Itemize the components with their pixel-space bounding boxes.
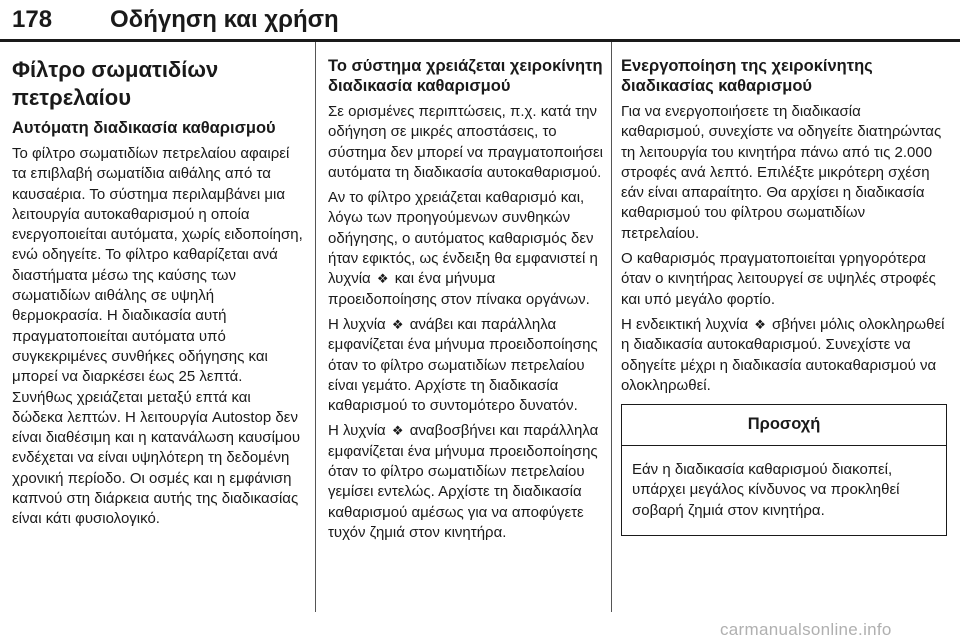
diesel-particulate-filter-icon: ❖ [754,316,766,332]
paragraph [328,188,604,310]
diesel-particulate-filter-icon: ❖ [376,271,389,287]
text: σβήνει μόλις ολοκληρωθεί η διαδικασία αυτοκαθαρισμού. Συνεχίστε να οδηγείτε μέχρι η διαδικασία αυτοκαθαρισμού να ολοκληρωθεί. [621,315,945,394]
text: αναβοσβήνει και παράλληλα εμφανίζεται ένα μήνυμα προειδοποίησης όταν το φίλτρο σωματιδίων πετρελαίου γεμίσει εντελώς. Αρχίστε τη διαδικασία καθαρισμού αμέσως για να αποφύγετε τυχόν ζημιά στον κινητήρα. [328,422,599,541]
text: Η λυχνία [328,422,386,440]
column-divider [611,42,612,612]
article-title: Φίλτρο σωματιδίων πετρελαίου [12,57,219,110]
caution-body: Εάν η διαδικασία καθαρισμού διακοπεί, υπάρχει μεγάλος κίνδυνος να προκληθεί σοβαρή ζημιά στον κινητήρα. [632,461,900,519]
text: Η λυχνία [328,315,386,333]
subheading: Το σύστημα χρειάζεται χειροκίνητη διαδικασία καθαρισμού [328,57,603,95]
diesel-particulate-filter-icon: ❖ [391,316,404,332]
paragraph: Το φίλτρο σωματιδίων πετρελαίου αφαιρεί τα επιβλαβή σωματίδια αιθάλης από τα καυσαέρια. Το σύστημα περιλαμβάνει μια λειτουργία αυτοκαθαρισμού η οποία ενεργοποιείται αυτόματα, χωρίς ειδοποίηση, ενώ οδηγείτε. Το φίλτρο καθαρίζεται ανά διαστήματα μέσω της καύσης των σωματιδίων αιθάλης σε υψηλή θερμοκρασία. Η διαδικασία αυτή πραγματοποιείται αυτόματα υπό συγκεκριμένες συνθήκες οδήγησης και μπορεί να διαρκέσει έως 25 λεπτά. Συνήθως χρειάζεται μεταξύ επτά και δώδεκα λεπτών. Η λειτουργία Autostop δεν είναι διαθέσιμη και η κατανάλωση καυσίμου ενδέχεται να είναι υψηλότερη τη δεδομένη χρονική περίοδο. Οι οσμές και η εμφάνιση καπνού στη διάρκεια αυτής της διαδικασίας είναι κάτι φυσιολογικό. [12,145,303,528]
subheading: Αυτόματη διαδικασία καθαρισμού [12,119,276,137]
subheading: Ενεργοποίηση της χειροκίνητης διαδικασίας καθαρισμού [621,57,873,95]
section-title: Οδήγηση και χρήση [110,6,339,33]
paragraph: Για να ενεργοποιήσετε τη διαδικασία καθαρισμού, συνεχίστε να οδηγείτε διατηρώντας τη λειτουργία του κινητήρα πάνω από τις 2.000 στροφές ανά λεπτό. Επιλέξτε μικρότερη σχέση εάν είναι απαραίτητο. Θα αρχίσει η διαδικασία καθαρισμού του φίλτρου σωματιδίων πετρελαίου. [621,103,942,242]
paragraph [328,315,604,416]
watermark: carmanualsonline.info [720,620,892,639]
caution-box [621,404,947,536]
column-divider [315,42,316,612]
text: Η ενδεικτική λυχνία [621,315,749,333]
paragraph: Σε ορισμένες περιπτώσεις, π.χ. κατά την οδήγηση σε μικρές αποστάσεις, το σύστημα δεν μπορεί να πραγματοποιήσει αυτόματα τη διαδικασία αυτοκαθαρισμού. [328,103,603,181]
text: και ένα μήνυμα προειδοποίησης στον πίνακα οργάνων. [328,270,590,308]
page-header [0,0,960,42]
column-3 [621,56,947,536]
text: ανάβει και παράλληλα εμφανίζεται ένα μήνυμα προειδοποίησης όταν το φίλτρο σωματιδίων πετρελαίου είναι γεμάτο. Αρχίστε τη διαδικασία καθαρισμού το συντομότερο δυνατόν. [328,315,598,415]
page-number: 178 [12,6,53,33]
text: Αν το φίλτρο χρειάζεται καθαρισμό και, λόγω των προηγούμενων συνθηκών οδήγησης, ο αυτόματος καθαρισμός δεν ήταν εφικτός, ως ένδειξη θα εμφανιστεί η λυχνία [328,189,598,288]
paragraph [328,421,604,543]
paragraph [621,315,947,396]
paragraph: Ο καθαρισμός πραγματοποιείται γρηγορότερα όταν ο κινητήρας λειτουργεί σε υψηλές στροφές και υπό μεγάλο φορτίο. [621,250,936,308]
diesel-particulate-filter-icon: ❖ [391,423,404,439]
caution-title: Προσοχή [622,405,946,446]
column-1 [12,56,304,535]
column-2 [328,56,604,548]
